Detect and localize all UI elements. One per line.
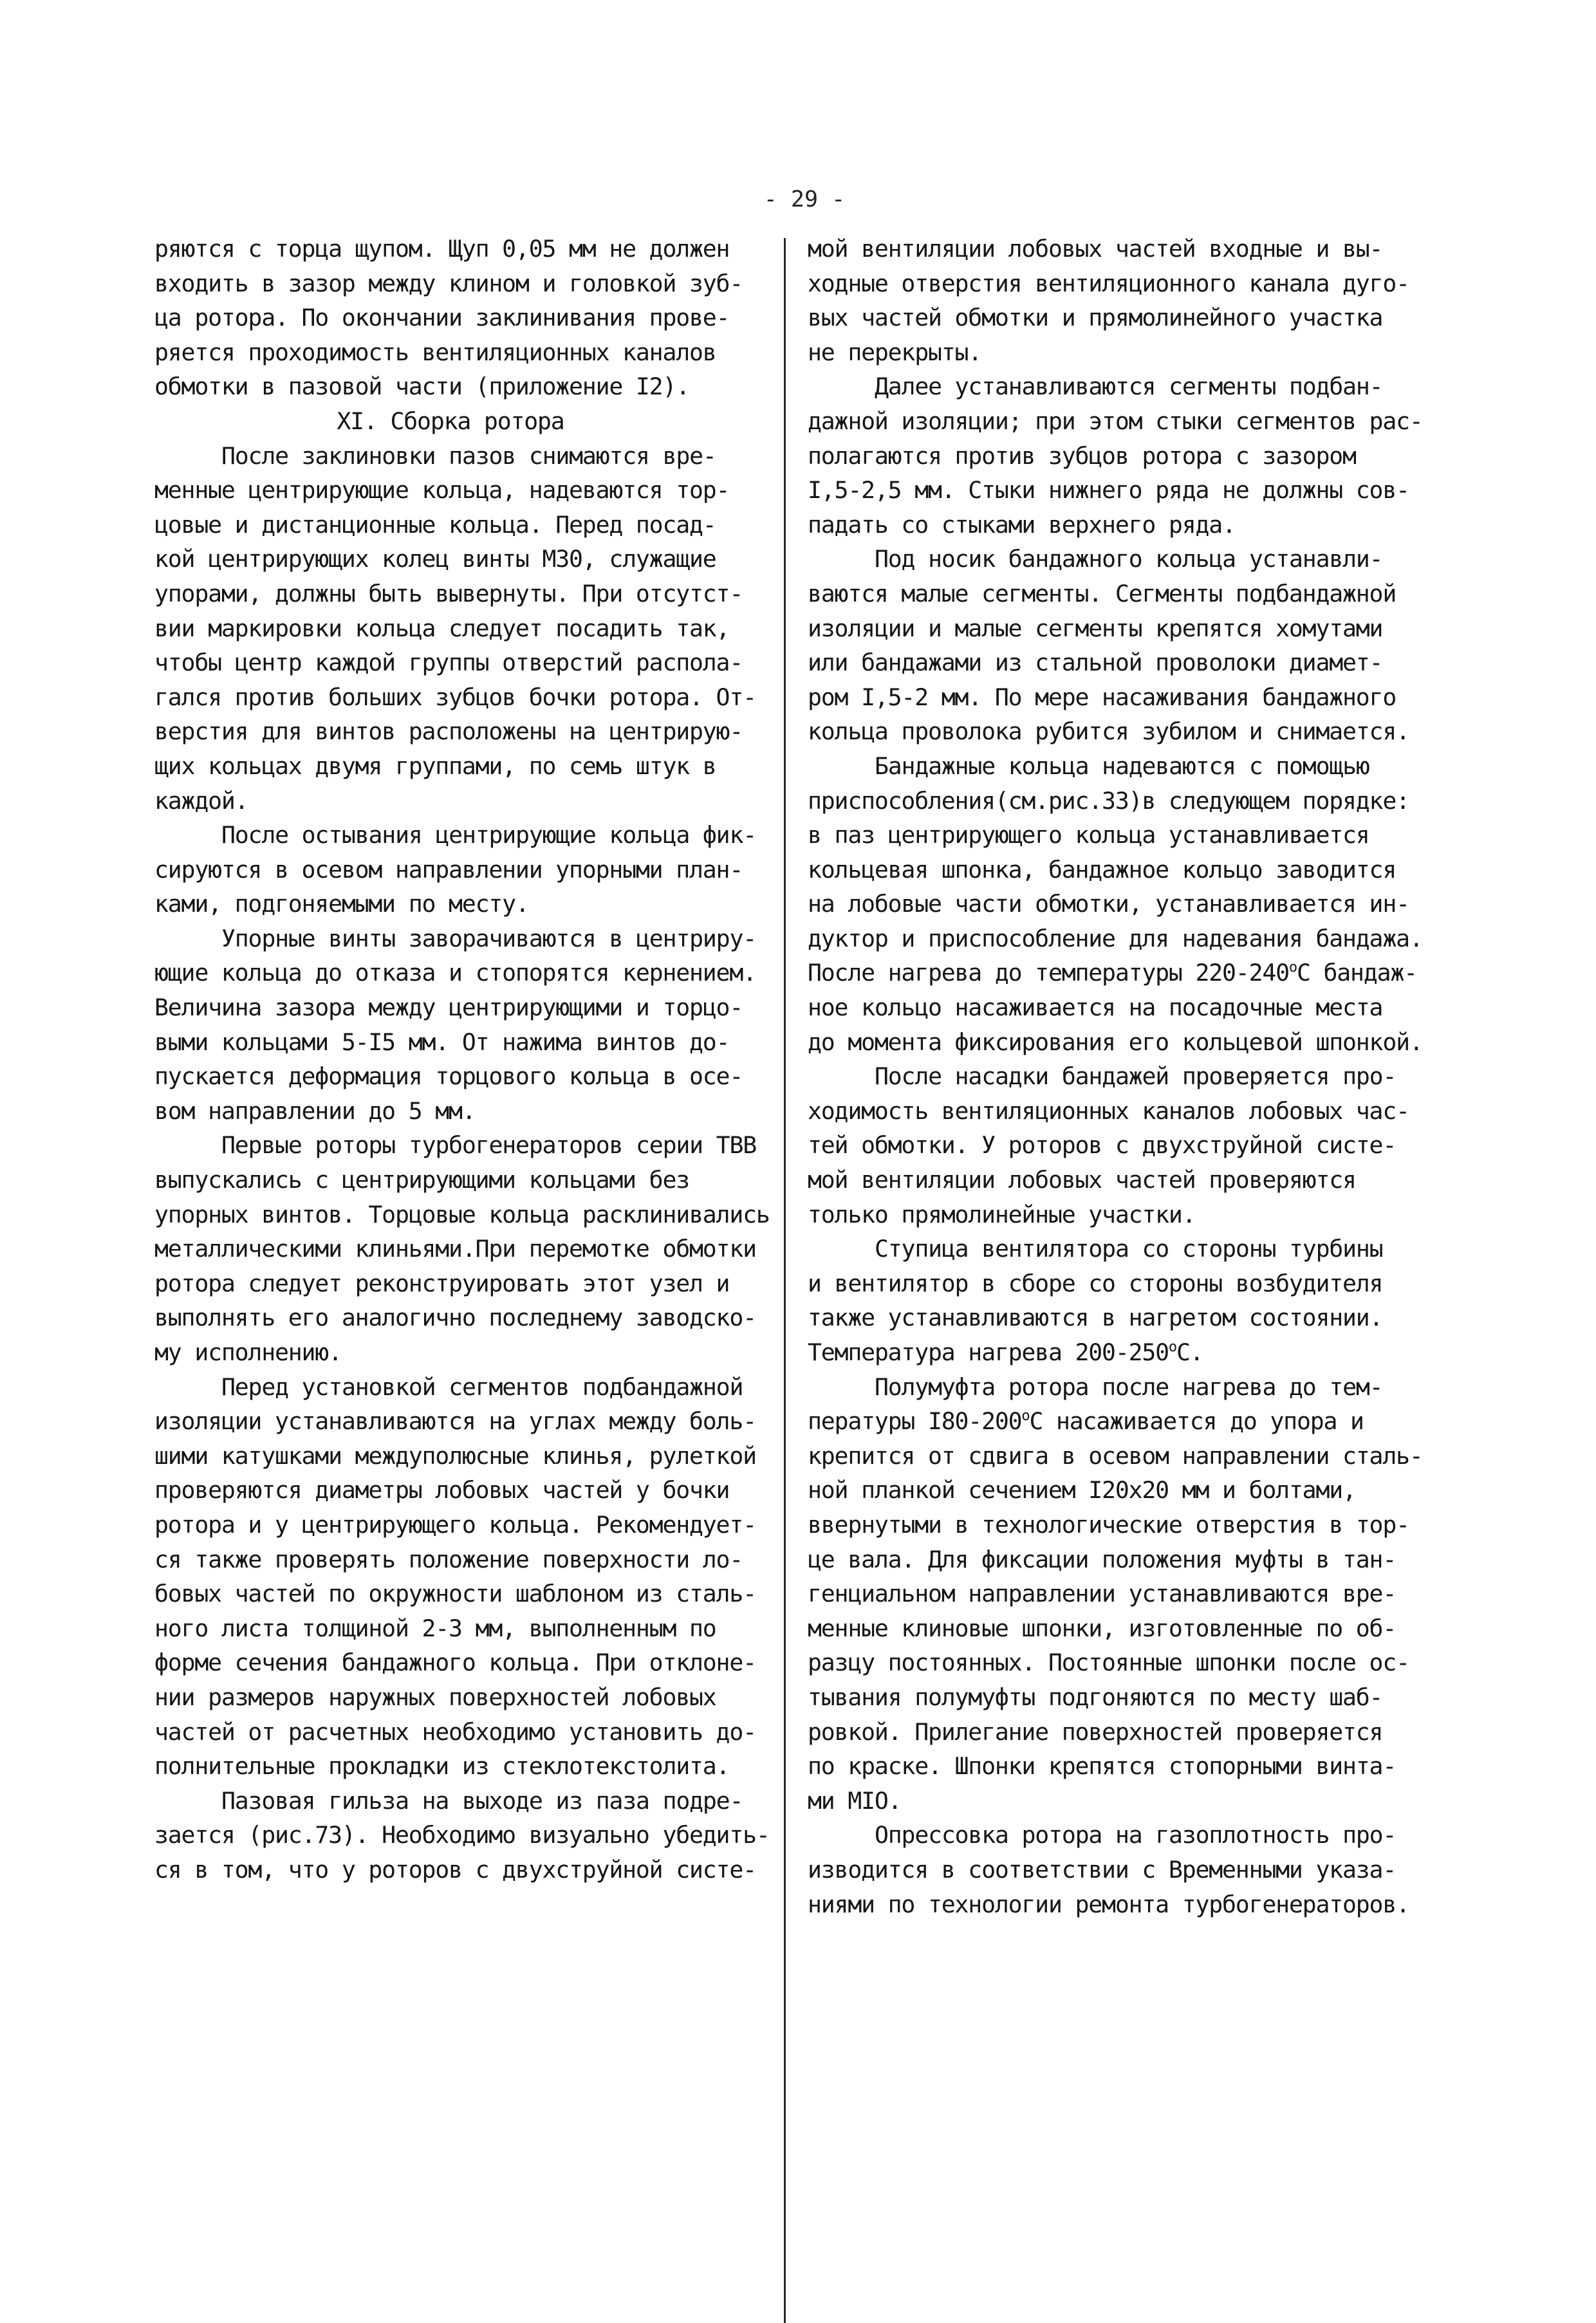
degree-superscript: о	[1168, 1339, 1176, 1355]
text-line	[808, 853, 1445, 887]
text-line-content: упорами, должны быть вывернуты. При отсутст-	[154, 579, 743, 607]
text-line	[808, 1749, 1445, 1784]
text-line-content: изоляции и малые сегменты крепятся хомутами	[808, 614, 1383, 642]
text-line-content: Бандажные кольца надеваются с помощью	[875, 752, 1369, 780]
text-line	[154, 1611, 772, 1646]
text-line-content: полагаются против зубцов ротора с зазором	[808, 441, 1356, 470]
text-line	[154, 1473, 772, 1508]
text-line	[154, 1335, 772, 1370]
text-line	[808, 1680, 1445, 1715]
text-line-content: цовые и дистанционные кольца. Перед посад-	[154, 510, 716, 539]
text-line	[808, 1645, 1445, 1680]
text-line-content: ввернутыми в технологические отверстия в тор-	[808, 1510, 1409, 1539]
text-line-content: в паз центрирующего кольца устанавливается	[808, 821, 1369, 849]
text-line	[808, 784, 1445, 819]
text-line-content: После остывания центрирующие кольца фик-	[221, 821, 756, 849]
text-line	[154, 1266, 772, 1301]
text-line	[154, 887, 772, 921]
text-line	[808, 645, 1445, 680]
text-line	[154, 1715, 772, 1750]
text-line	[154, 818, 772, 853]
text-line-content: входить в зазор между клином и головкой зуб-	[154, 269, 743, 297]
text-line-content: После нагрева до температуры 220-240	[808, 959, 1289, 987]
text-line-content: вии маркировки кольца следует посадить так,	[154, 614, 730, 642]
text-line-content: После заклиновки пазов снимаются вре-	[221, 441, 716, 470]
text-line-content: частей от расчетных необходимо установить до-	[154, 1717, 756, 1746]
text-line-content: ца ротора. По окончании заклинивания прове-	[154, 304, 730, 332]
text-line-content: Перед установкой сегментов подбандажной	[221, 1373, 743, 1401]
text-line-content: также устанавливаются в нагретом состоянии.	[808, 1304, 1383, 1332]
text-line	[808, 542, 1445, 577]
text-line	[808, 266, 1445, 301]
text-line-content: чтобы центр каждой группы отверстий распола-	[154, 649, 743, 677]
text-line-content: пускается деформация торцового кольца в осе-	[154, 1062, 743, 1091]
text-line	[808, 1784, 1445, 1819]
text-line-content: Первые роторы турбогенераторов серии ТВВ	[221, 1131, 756, 1160]
text-line	[154, 335, 772, 370]
text-line-content: Величина зазора между центрирующими и торцо-	[154, 994, 743, 1022]
text-line-content: форме сечения бандажного кольца. При отклоне-	[154, 1649, 756, 1677]
text-line	[154, 1025, 772, 1060]
text-line	[154, 853, 772, 887]
text-line	[808, 404, 1445, 439]
text-line-content: металлическими клиньями.При перемотке обмотки	[154, 1235, 756, 1263]
text-line	[808, 1335, 1445, 1370]
text-line-content: После насадки бандажей проверяется про-	[875, 1062, 1396, 1091]
text-line	[154, 1818, 772, 1853]
text-line	[154, 1370, 772, 1405]
text-line-content: дажной изоляции; при этом стыки сегментов рас-	[808, 407, 1423, 435]
text-line	[154, 232, 772, 266]
text-line-content: Температура нагрева 200-250	[808, 1338, 1169, 1366]
text-line	[154, 645, 772, 680]
text-line	[808, 1300, 1445, 1335]
text-line	[808, 439, 1445, 474]
text-line	[154, 1749, 772, 1784]
text-line-content: изоляции устанавливаются на углах между боль-	[154, 1407, 756, 1436]
text-line-content: Ступица вентилятора со стороны турбины	[875, 1235, 1383, 1263]
text-line	[154, 990, 772, 1025]
degree-superscript: о	[1021, 1408, 1030, 1425]
text-line	[808, 1198, 1445, 1232]
text-line-content: ровкой. Прилегание поверхностей проверяется	[808, 1717, 1383, 1746]
text-line-content: крепится от сдвига в осевом направлении сталь-	[808, 1441, 1423, 1470]
text-line	[808, 680, 1445, 715]
text-line-content: Далее устанавливаются сегменты подбан-	[875, 373, 1383, 401]
text-line	[808, 1094, 1445, 1129]
text-line-tail: С бандаж-	[1296, 959, 1417, 987]
text-line	[154, 956, 772, 990]
text-line-content: бовых частей по окружности шаблоном из сталь-	[154, 1580, 756, 1608]
text-line	[808, 749, 1445, 784]
text-line	[154, 1094, 772, 1129]
text-line-content: Опрессовка ротора на газоплотность про-	[875, 1821, 1396, 1849]
text-line	[154, 266, 772, 301]
text-line	[154, 301, 772, 335]
text-line	[154, 1542, 772, 1577]
text-line	[808, 611, 1445, 646]
text-line	[154, 473, 772, 508]
text-line-content: разцу постоянных. Постоянные шпонки после ос-	[808, 1649, 1409, 1677]
text-line	[808, 956, 1445, 990]
text-line-content: ходимость вентиляционных каналов лобовых час-	[808, 1097, 1409, 1125]
text-line	[808, 1404, 1445, 1439]
text-line	[808, 1611, 1445, 1646]
text-line	[154, 749, 772, 784]
text-line-content: ходные отверстия вентиляционного канала дуго-	[808, 269, 1409, 297]
text-line	[154, 611, 772, 646]
text-line-content: падать со стыками верхнего ряда.	[808, 510, 1236, 539]
text-line	[808, 369, 1445, 404]
text-line-content: ваются малые сегменты. Сегменты подбандажной	[808, 579, 1396, 607]
text-line	[808, 1508, 1445, 1542]
text-line	[808, 1439, 1445, 1474]
text-line	[808, 1887, 1445, 1922]
text-line	[154, 404, 772, 439]
text-line	[808, 1025, 1445, 1060]
text-line	[154, 1300, 772, 1335]
text-line	[808, 921, 1445, 956]
text-line	[154, 714, 772, 749]
left-column	[154, 232, 772, 1887]
text-line	[808, 1577, 1445, 1611]
text-line	[808, 301, 1445, 335]
text-line	[808, 1232, 1445, 1266]
text-line-content: ротора и у центрирующего кольца. Рекомендует-	[154, 1510, 756, 1539]
text-line-content: ниями по технологии ремонта турбогенераторов.	[808, 1890, 1409, 1918]
text-line-content: кой центрирующих колец винты М30, служащие	[154, 545, 716, 573]
text-line	[154, 1059, 772, 1094]
text-line-content: ное кольцо насаживается на посадочные места	[808, 994, 1383, 1022]
text-line	[154, 1680, 772, 1715]
text-line	[154, 439, 772, 474]
text-line-content: только прямолинейные участки.	[808, 1200, 1196, 1228]
text-line-content: верстия для винтов расположены на центрирую-	[154, 717, 743, 746]
text-line-content: пературы I80-200	[808, 1407, 1022, 1436]
text-line-content: Полумуфта ротора после нагрева до тем-	[875, 1373, 1383, 1401]
text-line	[154, 577, 772, 611]
text-line-content: не перекрыты.	[808, 338, 982, 366]
text-line	[154, 1784, 772, 1819]
text-line	[154, 1439, 772, 1474]
text-line	[808, 990, 1445, 1025]
text-line	[808, 1853, 1445, 1887]
text-line	[154, 1508, 772, 1542]
text-line-content: обмотки в пазовой части (приложение I2).	[154, 373, 689, 401]
text-line	[154, 508, 772, 542]
text-line-content: и вентилятор в сборе со стороны возбудителя	[808, 1269, 1383, 1297]
text-line-content: изводится в соответствии с Временными указа-	[808, 1855, 1396, 1883]
text-line	[808, 1473, 1445, 1508]
text-line	[154, 1163, 772, 1198]
page-number: - 29 -	[763, 187, 846, 212]
text-line-content: I,5-2,5 мм. Стыки нижнего ряда не должны сов-	[808, 476, 1409, 504]
text-line	[154, 1853, 772, 1887]
text-line-content: по краске. Шпонки крепятся стопорными винта-	[808, 1752, 1396, 1781]
text-line	[808, 887, 1445, 921]
text-line-content: гался против больших зубцов бочки ротора. От-	[154, 683, 756, 711]
text-line	[808, 335, 1445, 370]
text-line-content: ряется проходимость вентиляционных каналов	[154, 338, 716, 366]
text-line-content: дуктор и приспособление для надевания бандажа.	[808, 924, 1423, 952]
text-line-content: ром I,5-2 мм. По мере насаживания бандажного	[808, 683, 1396, 711]
text-line	[154, 369, 772, 404]
text-line-content: тывания полумуфты подгоняются по месту шаб-	[808, 1683, 1383, 1711]
text-line	[808, 1818, 1445, 1853]
text-line-content: Под носик бандажного кольца устанавли-	[875, 545, 1383, 573]
text-line-content: XI. Сборка ротора	[337, 407, 564, 435]
text-line-content: зается (рис.73). Необходимо визуально убедить-	[154, 1821, 770, 1849]
text-line-content: ного листа толщиной 2-3 мм, выполненным по	[154, 1614, 716, 1642]
text-line	[808, 473, 1445, 508]
text-line	[808, 1266, 1445, 1301]
text-line-content: нии размеров наружных поверхностей лобовых	[154, 1683, 716, 1711]
text-line-content: или бандажами из стальной проволоки диамет-	[808, 649, 1383, 677]
text-line-content: шими катушками междуполюсные клинья, рулеткой	[154, 1441, 756, 1470]
text-line-content: приспособления(см.рис.33)в следующем порядке:	[808, 786, 1409, 815]
text-line-content: ками, подгоняемыми по месту.	[154, 890, 529, 918]
text-line-content: менные центрирующие кольца, надеваются тор-	[154, 476, 730, 504]
text-line-content: ся в том, что у роторов с двухструйной систе-	[154, 1855, 756, 1883]
text-line-content: проверяются диаметры лобовых частей у бочки	[154, 1476, 730, 1504]
text-line	[808, 1715, 1445, 1750]
text-line-content: кольца проволока рубится зубилом и снимается.	[808, 717, 1409, 746]
text-line-tail: С.	[1176, 1338, 1203, 1366]
right-column	[808, 232, 1445, 1921]
text-line-content: выпускались с центрирующими кольцами без	[154, 1166, 689, 1194]
text-line-content: мой вентиляции лобовых частей проверяются	[808, 1166, 1356, 1194]
text-line-content: Пазовая гильза на выходе из паза подре-	[221, 1786, 743, 1815]
text-line-content: ряются с торца щупом. Щуп 0,05 мм не должен	[154, 235, 730, 263]
text-line	[808, 1059, 1445, 1094]
text-line-content: до момента фиксирования его кольцевой шпонкой.	[808, 1028, 1423, 1056]
text-line	[808, 714, 1445, 749]
text-line-content: щих кольцах двумя группами, по семь штук в	[154, 752, 716, 780]
text-line	[808, 818, 1445, 853]
text-line-content: Упорные винты заворачиваются в центриру-	[221, 924, 756, 952]
degree-superscript: о	[1288, 959, 1297, 976]
text-line-content: ми MIO.	[808, 1786, 902, 1815]
text-line	[808, 1370, 1445, 1405]
text-line-content: ся также проверять положение поверхности ло-	[154, 1545, 743, 1573]
text-line	[154, 1404, 772, 1439]
text-line-content: му исполнению.	[154, 1338, 342, 1366]
text-line-content: ной планкой сечением I20x20 мм и болтами,	[808, 1476, 1356, 1504]
text-line-content: каждой.	[154, 786, 248, 815]
text-line-content: кольцевая шпонка, бандажное кольцо заводится	[808, 855, 1396, 884]
text-line-content: выполнять его аналогично последнему заводско-	[154, 1304, 756, 1332]
text-line-content: выми кольцами 5-I5 мм. От нажима винтов до-	[154, 1028, 730, 1056]
text-line	[154, 784, 772, 819]
text-line	[154, 542, 772, 577]
text-line	[154, 1645, 772, 1680]
text-line	[154, 1232, 772, 1266]
text-line	[808, 1542, 1445, 1577]
text-line	[808, 1163, 1445, 1198]
text-line-content: на лобовые части обмотки, устанавливается ин-	[808, 890, 1409, 918]
text-line	[154, 680, 772, 715]
column-divider	[784, 238, 786, 2323]
text-line	[154, 1198, 772, 1232]
text-line	[154, 921, 772, 956]
text-line-content: генциальном направлении устанавливаются вре-	[808, 1580, 1396, 1608]
text-line-content: ротора следует реконструировать этот узел и	[154, 1269, 730, 1297]
text-line	[808, 232, 1445, 266]
text-line-content: ющие кольца до отказа и стопорятся кернением.	[154, 959, 756, 987]
text-line-content: полнительные прокладки из стеклотекстолита.	[154, 1752, 730, 1781]
text-line-content: менные клиновые шпонки, изготовленные по об-	[808, 1614, 1396, 1642]
text-line	[808, 508, 1445, 542]
text-line-content: упорных винтов. Торцовые кольца расклинивались	[154, 1200, 770, 1228]
text-line-content: тей обмотки. У роторов с двухструйной систе-	[808, 1131, 1396, 1160]
text-line-tail: С насаживается до упора и	[1029, 1407, 1364, 1436]
text-line	[808, 577, 1445, 611]
text-line-content: це вала. Для фиксации положения муфты в тан-	[808, 1545, 1396, 1573]
text-line	[154, 1128, 772, 1163]
text-line-content: вом направлении до 5 мм.	[154, 1097, 476, 1125]
text-line	[808, 1128, 1445, 1163]
text-line-content: сируются в осевом направлении упорными план-	[154, 855, 743, 884]
text-line-content: мой вентиляции лобовых частей входные и вы-	[808, 235, 1383, 263]
text-line	[154, 1577, 772, 1611]
text-line-content: вых частей обмотки и прямолинейного участка	[808, 304, 1383, 332]
